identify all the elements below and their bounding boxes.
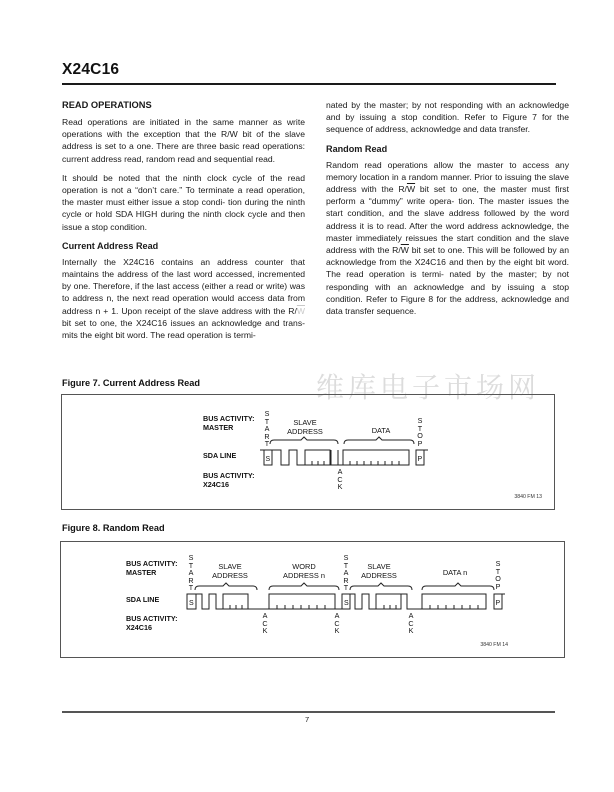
figure8-s-marker-2: S (344, 600, 349, 607)
figure8-data-label: DATA n (442, 568, 468, 577)
figure8-word-address-label: WORD ADDRESS n (283, 562, 325, 580)
figure7-stop-label: S T O P (417, 416, 423, 448)
figure8-ack-label-2: A C K (334, 611, 340, 636)
figure7-code: 3840 FM 13 (514, 494, 542, 500)
figure7-slave-address-label: SLAVE ADDRESS (287, 418, 323, 436)
figure7-start-label: S T A R T (264, 409, 270, 449)
figure8-start-label-1: S T A R T (188, 553, 194, 593)
figure8-ack-label-3: A C K (408, 611, 414, 636)
paragraph-current-address-read-cont: nated by the master; by not responding with an acknowledge and by issuing a stop condition. Refer to Figure 7 for the sequence of address, acknowledge and data transfer. (326, 100, 569, 135)
figure8-slave-address-label-2: SLAVE ADDRESS (361, 562, 397, 580)
text-run-overline: $\overline{W}$ (406, 184, 416, 195)
figure7-data-label: DATA (371, 426, 391, 435)
text-run: bit set to one. This will be followed by an acknowledge from the X24C16 and then by the eight bit word. The read operation is termi- nated by the master; by not responding with an acknowledge and by issuing a stop condition. Refer to Figure 8 for the address, acknowledge and data transfer sequence. (326, 245, 569, 317)
figure7-bus-master-label: BUS ACTIVITY: MASTER (203, 414, 255, 432)
watermark: 维库电子市场网 (316, 371, 541, 404)
document-title: X24C16 (62, 61, 120, 78)
paragraph-read-intro: Read operations are initiated in the same manner as write operations with the exception that the R/W bit of the slave address is set to a one. There are three basic read operations: current address read, random read and sequential read. (62, 117, 305, 164)
text-run: Random read operations allow the master to access any memory location in a random manner. Prior to issuing the slave address with the R/ (326, 159, 569, 195)
figure8-bus-slave-label: BUS ACTIVITY: X24C16 (126, 614, 178, 632)
text-run: bit set to one, the X24C16 issues an acknowledge and trans- mits the eight bit word. The read operation is termi- (62, 317, 305, 341)
figure8-ack-label-1: A C K (262, 611, 268, 636)
figure7-title: Figure 7. Current Address Read (62, 378, 201, 388)
figure8-s-marker-1: S (189, 600, 194, 607)
section-heading-read-operations: READ OPERATIONS (62, 100, 152, 110)
subheading-current-address-read: Current Address Read (62, 240, 159, 251)
figure8-p-marker: P (495, 600, 501, 607)
figure7-sda-label: SDA LINE (203, 451, 237, 460)
paragraph-ninth-clock: It should be noted that the ninth clock cycle of the read operation is not a “don’t care.” To terminate a read operation, the master must either issue a stop condi- tion during the ninth cycle or hold SDA HIGH during the ninth clock cycle and then issue a stop condition. (62, 172, 305, 232)
figure8-code: 3840 FM 14 (480, 642, 508, 648)
page-number: 7 (305, 715, 310, 724)
text-run-overline: $\overline{W}$ (296, 305, 305, 316)
figure8-slave-address-label-1: SLAVE ADDRESS (212, 562, 248, 580)
figure8-bus-master-label: BUS ACTIVITY: MASTER (126, 559, 178, 577)
footer-rule (62, 711, 555, 713)
figure7-s-marker: S (265, 456, 271, 463)
subheading-random-read: Random Read (326, 143, 388, 154)
figure8-stop-label: S T O P (495, 559, 501, 591)
text-run: bit set to one, the master must first perform a “dummy” write opera- tion. The master issues the start condition, and the slave address followed by the word address it is to read. After the word address acknowledge, the master immediately reissues the start condition and the slave address with the R/ (326, 184, 569, 256)
figure7-p-marker: P (417, 456, 423, 463)
figure8-sda-label: SDA LINE (126, 595, 160, 604)
figure7-bus-slave-label: BUS ACTIVITY: X24C16 (203, 471, 255, 489)
text-run-overline: $\overline{W}$ (400, 245, 409, 256)
figure7-ack-label: A C K (337, 467, 343, 492)
figure8-title: Figure 8. Random Read (62, 523, 165, 533)
text-run: Internally the X24C16 contains an address counter that maintains the address of the last word accessed, incremented by one. Therefore, if the last access (either a read or write) was to address n, the next read operation would access data from address n + 1. Upon receipt of the slave address with the R/ (62, 256, 305, 316)
figure8-start-label-2: S T A R T (343, 553, 349, 593)
